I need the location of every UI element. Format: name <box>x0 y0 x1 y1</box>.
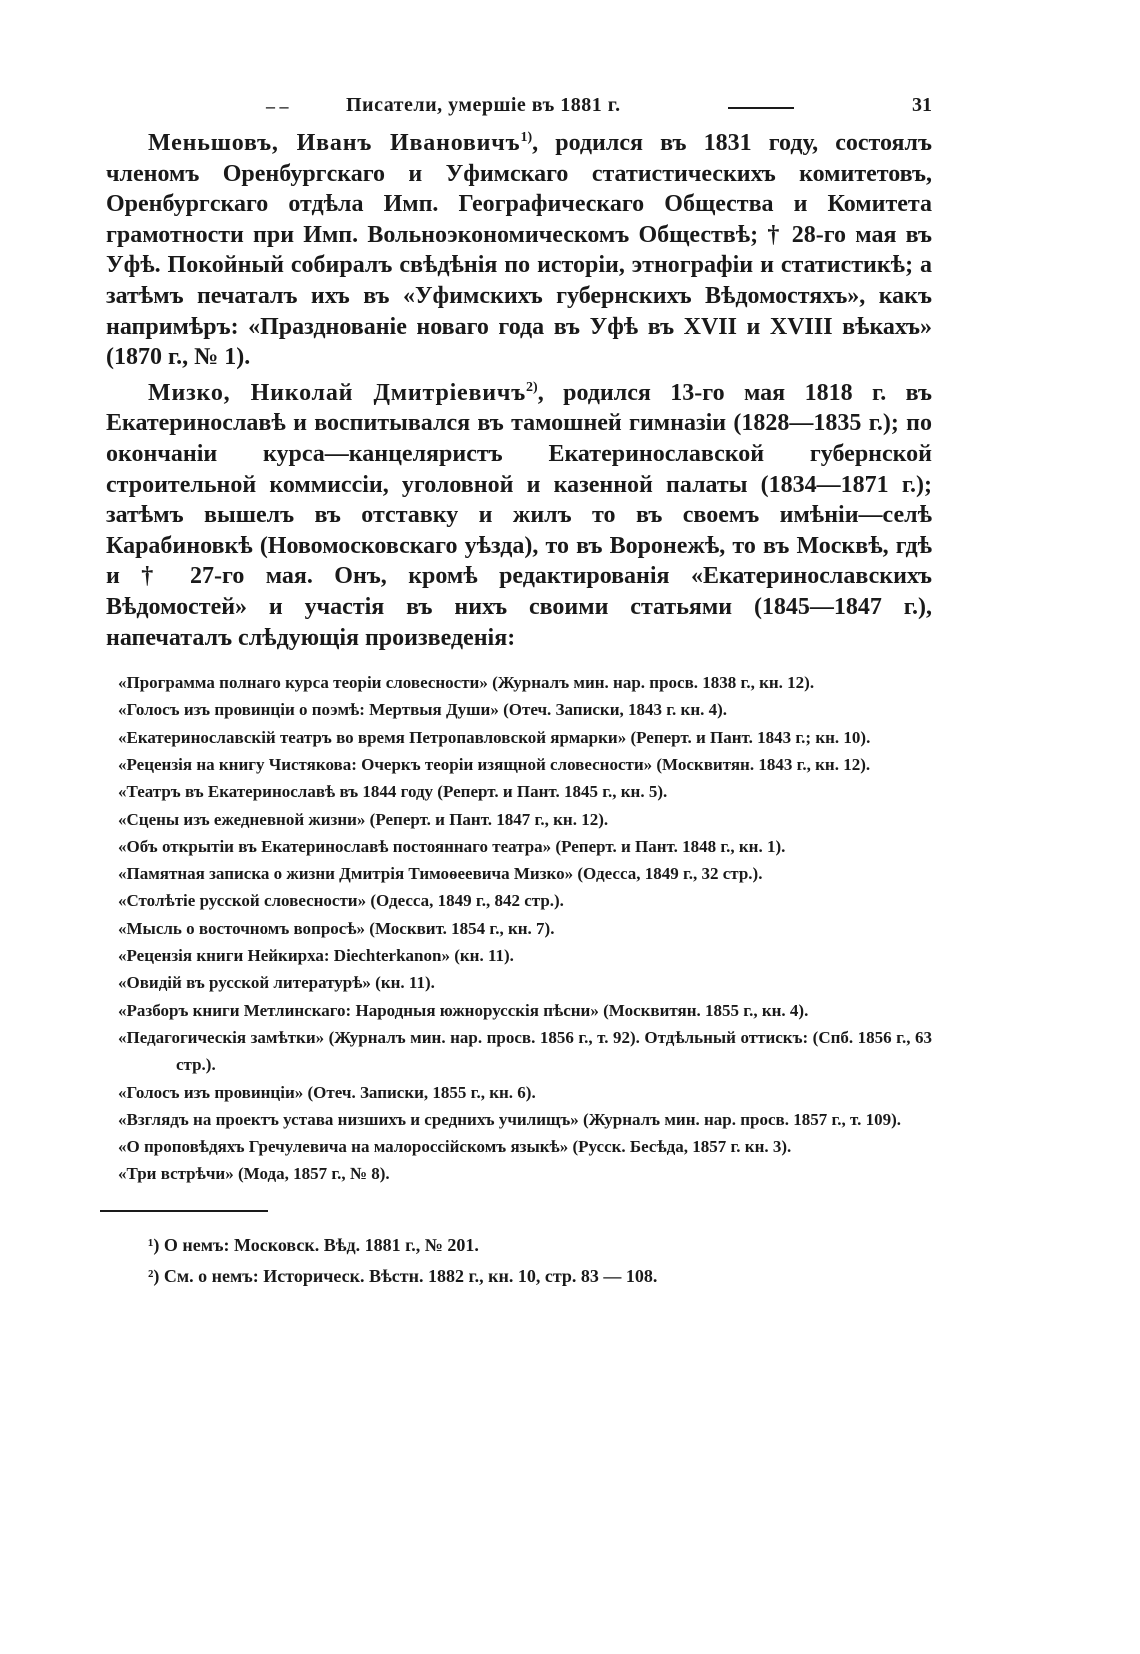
footnote <box>148 1261 932 1292</box>
person-name: Мизко, Николай Дмитріевичъ <box>148 379 527 406</box>
work-item: «Три встрѣчи» (Мода, 1857 г., № 8). <box>118 1164 390 1184</box>
work-item: «Мысль о восточномъ вопросѣ» (Москвит. 1854 г., кн. 7). <box>118 918 555 938</box>
works-list <box>106 669 932 1188</box>
footnote-mark: ¹) <box>148 1234 160 1255</box>
work-item: «Овидій въ русской литературѣ» (кн. 11). <box>118 973 435 993</box>
biography-paragraph <box>106 128 932 373</box>
header-dashes: – – <box>266 96 289 116</box>
footnote-text: О немъ: Московск. Вѣд. 1881 г., № 201. <box>159 1234 479 1255</box>
paragraph-text: , родился 13-го мая 1818 г. въ Екатеринославѣ и воспитывался въ тамошней гимназіи (1828—1835 г.); по окончаніи курса—канцеляристъ Екатеринославской губернской строительной коммиссіи, уголовной и казенной палаты (1834—1871 г.); затѣмъ вышелъ въ отставку и жилъ то въ своемъ имѣніи—селѣ Карабиновкѣ (Новомосковскаго уѣзда), то въ Воронежѣ, то въ Москвѣ, гдѣ и † 27-го мая. Онъ, кромѣ редактированія «Екатеринославскихъ Вѣдомостей» и участія въ нихъ своими статьями (1845—1847 г.), напечаталъ слѣдующія произведенія: <box>106 379 932 651</box>
work-item: «Объ открытіи въ Екатеринославѣ постояннаго театра» (Реперт. и Пант. 1848 г., кн. 1). <box>118 836 786 856</box>
work-item: «Памятная записка о жизни Дмитрія Тимоѳеевича Мизко» (Одесса, 1849 г., 32 стр.). <box>118 864 763 884</box>
work-item: «Взглядъ на проектъ устава низшихъ и среднихъ училищъ» (Журналъ мин. нар. просв. 1857 г., т. 109). <box>118 1109 902 1129</box>
header-title: Писатели, умершіе въ 1881 г. <box>346 94 621 116</box>
footnote-rule <box>100 1210 268 1212</box>
work-item: «Педагогическія замѣтки» (Журналъ мин. нар. просв. 1856 г., т. 92). Отдѣльный оттискъ: (Спб. 1856 г., 63 стр.). <box>118 1027 932 1075</box>
work-item: «Разборъ книги Метлинскаго: Народныя южнорусскія пѣсни» (Москвитян. 1855 г., кн. 4). <box>118 1000 809 1020</box>
work-item: «Екатеринославскій театръ во время Петропавловской ярмарки» (Реперт. и Пант. 1843 г.; кн. 10). <box>118 727 871 747</box>
work-item: «Театръ въ Екатеринославѣ въ 1844 году (Реперт. и Пант. 1845 г., кн. 5). <box>118 782 668 802</box>
page-number: 31 <box>912 94 932 116</box>
work-item: «О проповѣдяхъ Гречулевича на малороссійскомъ языкѣ» (Русск. Бесѣда, 1857 г. кн. 3). <box>118 1137 792 1157</box>
paragraph-text: , родился въ 1831 году, состоялъ членомъ Оренбургскаго и Уфимскаго статистическихъ комитетовъ, Оренбургскаго отдѣла Имп. Географическаго Общества и Комитета грамотности при Имп. Вольноэкономическомъ Обществѣ; † 28-го мая въ Уфѣ. Покойный собиралъ свѣдѣнія по исторіи, этнографіи и статистикѣ; а затѣмъ печаталъ ихъ въ «Уфимскихъ губернскихъ Вѣдомостяхъ», какъ напримѣръ: «Празднованіе новаго года въ Уфѣ въ XVII и XVIII вѣкахъ» (1870 г., № 1). <box>106 130 932 371</box>
footnote-ref: 2) <box>526 379 538 395</box>
header-rule <box>728 107 794 109</box>
work-item: «Рецензія книги Нейкирха: Diechterkanon» (кн. 11). <box>118 946 514 966</box>
footnote-text: См. о немъ: Историческ. Вѣстн. 1882 г., кн. 10, стр. 83 — 108. <box>159 1265 658 1286</box>
work-item: «Сцены изъ ежедневной жизни» (Реперт. и Пант. 1847 г., кн. 12). <box>118 809 609 829</box>
work-item: «Столѣтіе русской словесности» (Одесса, 1849 г., 842 стр.). <box>118 891 564 911</box>
book-page <box>106 88 932 1292</box>
work-item: «Программа полнаго курса теоріи словесности» (Журналъ мин. нар. просв. 1838 г., кн. 12). <box>118 673 815 693</box>
biography-entries <box>106 128 932 653</box>
footnotes <box>106 1230 932 1292</box>
work-item: «Голосъ изъ провинціи» (Отеч. Записки, 1855 г., кн. 6). <box>118 1082 536 1102</box>
biography-paragraph <box>106 378 932 653</box>
work-item: «Голосъ изъ провинціи о поэмѣ: Мертвыя Души» (Отеч. Записки, 1843 г. кн. 4). <box>118 700 728 720</box>
running-header <box>106 88 932 128</box>
person-name: Меньшовъ, Иванъ Ивановичъ <box>148 130 521 156</box>
work-item: «Рецензія на книгу Чистякова: Очеркъ теоріи изящной словесности» (Москвитян. 1843 г., кн. 12). <box>118 754 871 774</box>
footnote-mark: ²) <box>148 1265 160 1286</box>
footnote <box>148 1230 932 1261</box>
footnote-ref: 1) <box>520 130 533 145</box>
